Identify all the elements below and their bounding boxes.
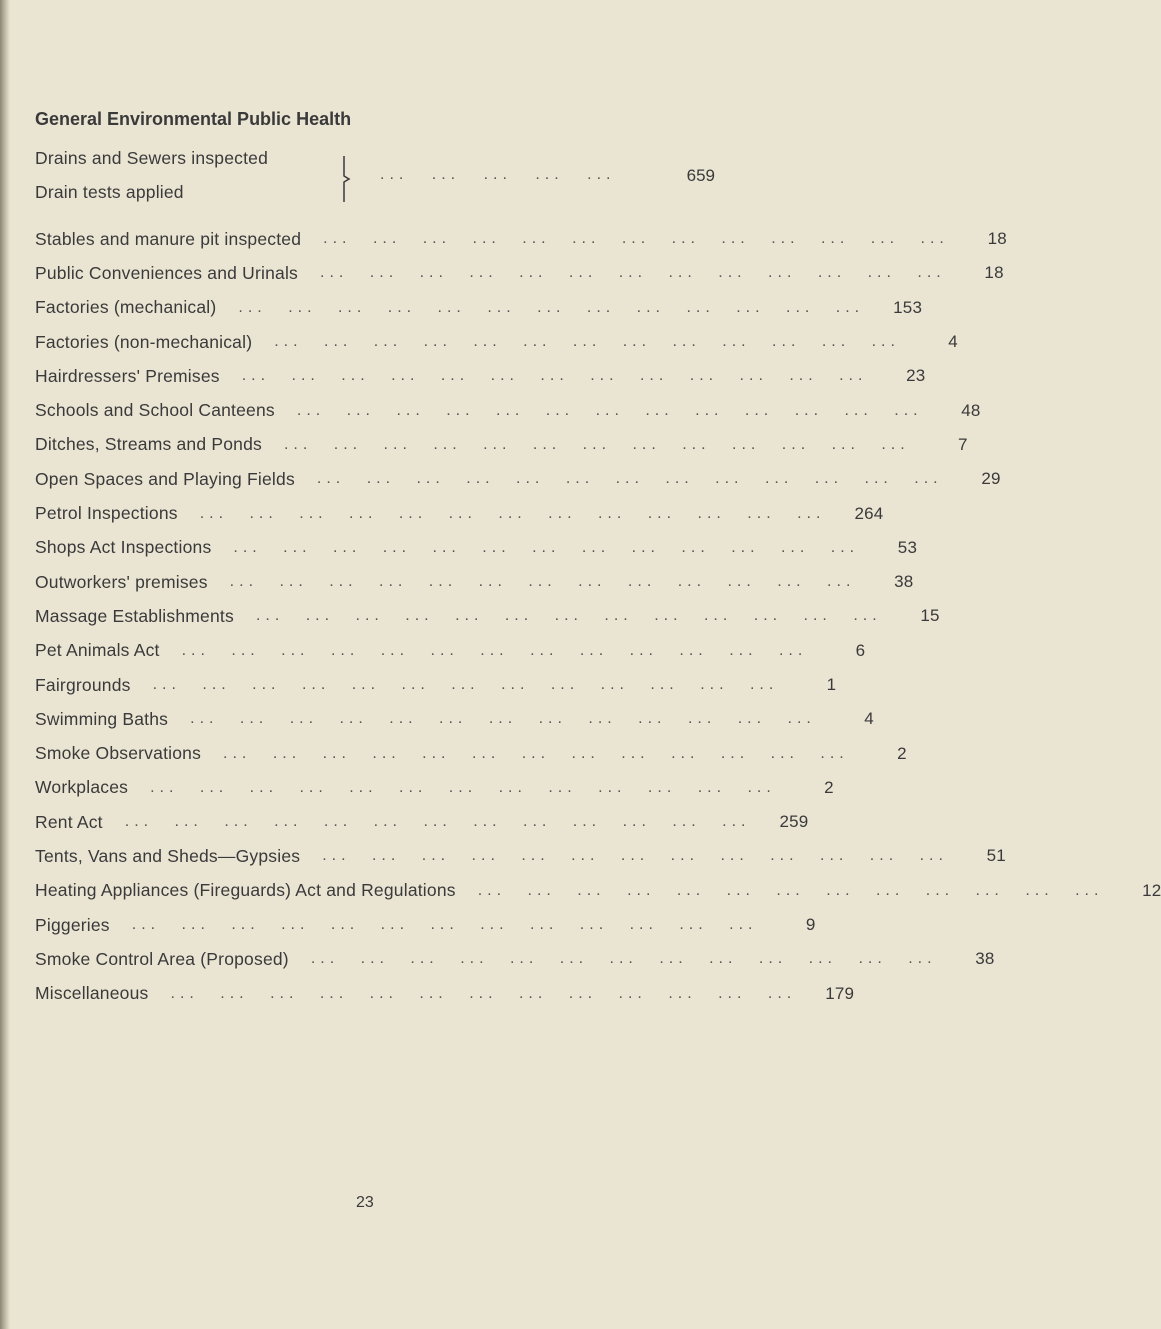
row-label: Fairgrounds (35, 674, 131, 695)
row-value: 23 (906, 366, 926, 386)
row-value: 53 (897, 537, 918, 557)
row-value: 18 (984, 263, 1004, 283)
drains-group (35, 148, 715, 218)
table-row (35, 599, 940, 633)
table-row (35, 942, 995, 976)
table-row (35, 428, 968, 462)
row-leader-dots: ... ... ... ... ... ... ... ... ... ... ... ... ... (229, 573, 856, 591)
table-row (35, 359, 926, 393)
drains-leader: ... ... ... ... ... (380, 166, 616, 183)
inspection-table (35, 222, 1161, 1011)
row-label: Swimming Baths (35, 708, 169, 729)
row-label: Outworkers' premises (35, 571, 208, 592)
row-leader-dots: ... ... ... ... ... ... ... ... ... ... ... ... ... (131, 916, 758, 934)
row-label: Heating Appliances (Fireguards) Act and Regulations (35, 880, 456, 901)
row-label: Smoke Observations (35, 743, 202, 764)
row-leader-dots: ... ... ... ... ... ... ... ... ... ... ... ... ... (124, 813, 751, 831)
page-number: 23 (356, 1194, 374, 1211)
row-value: 15 (920, 606, 940, 626)
row-label: Miscellaneous (35, 983, 149, 1004)
table-row (35, 291, 923, 325)
drain-tests-label: Drain tests applied (35, 182, 184, 202)
row-value: 4 (948, 332, 958, 352)
row-leader-dots: ... ... ... ... ... ... ... ... ... ... ... ... ... (274, 333, 900, 351)
table-row (35, 531, 918, 565)
row-label: Schools and School Canteens (35, 400, 275, 421)
row-value: 259 (779, 812, 809, 832)
row-value: 38 (894, 572, 914, 592)
page-binding-edge (0, 0, 10, 1329)
row-value: 179 (825, 983, 855, 1003)
row-leader-dots: ... ... ... ... ... ... ... ... ... ... ... ... ... (152, 676, 779, 693)
brace-icon (343, 156, 351, 202)
row-label: Ditches, Streams and Ponds (35, 434, 262, 455)
row-leader-dots: ... ... ... ... ... ... ... ... ... ... ... ... ... (199, 504, 826, 522)
row-label: Stables and manure pit inspected (35, 228, 302, 249)
row-value: 12 (1142, 880, 1161, 900)
row-label: Massage Establishments (35, 605, 234, 626)
row-label: Pet Animals Act (35, 640, 160, 661)
row-label: Hairdressers' Premises (35, 365, 220, 386)
row-value: 48 (961, 400, 981, 420)
row-label: Open Spaces and Playing Fields (35, 468, 295, 489)
row-leader-dots: ... ... ... ... ... ... ... ... ... ... ... ... ... (238, 298, 865, 316)
row-label: Factories (mechanical) (35, 297, 217, 318)
table-row (35, 393, 981, 427)
row-leader-dots: ... ... ... ... ... ... ... ... ... ... ... ... ... (255, 607, 882, 625)
table-row (35, 634, 866, 668)
table-row (35, 565, 914, 599)
drains-label: Drains and Sewers inspected (35, 148, 269, 168)
row-label: Petrol Inspections (35, 503, 178, 524)
row-value: 264 (854, 503, 884, 523)
table-row (35, 908, 816, 942)
row-label: Factories (non-mechanical) (35, 331, 253, 352)
table-row (35, 256, 1004, 290)
row-value: 4 (864, 709, 874, 729)
table-row (35, 222, 1007, 256)
row-value: 18 (987, 229, 1007, 249)
row-leader-dots: ... ... ... ... ... ... ... ... ... ... ... ... ... (283, 435, 910, 453)
row-leader-dots: ... ... ... ... ... ... ... ... ... ... ... ... ... (223, 744, 849, 762)
table-row (35, 702, 874, 736)
row-leader-dots: ... ... ... ... ... ... ... ... ... ... ... ... ... (323, 230, 949, 248)
row-leader-dots: ... ... ... ... ... ... ... ... ... ... ... ... ... (190, 710, 816, 728)
row-label: Rent Act (35, 811, 103, 832)
row-leader-dots: ... ... ... ... ... ... ... ... ... ... ... ... ... (310, 950, 937, 968)
row-label: Public Conveniences and Urinals (35, 262, 299, 283)
table-row (35, 325, 958, 359)
table-row (35, 668, 837, 702)
row-leader-dots: ... ... ... ... ... ... ... ... ... ... ... ... ... (320, 264, 946, 282)
row-value: 29 (981, 469, 1001, 489)
row-leader-dots: ... ... ... ... ... ... ... ... ... ... ... ... ... (477, 881, 1104, 899)
row-label: Shops Act Inspections (35, 537, 212, 558)
row-leader-dots: ... ... ... ... ... ... ... ... ... ... ... ... ... (181, 641, 808, 659)
row-label: Workplaces (35, 777, 129, 798)
table-row (35, 736, 907, 770)
row-value: 153 (893, 297, 923, 317)
row-leader-dots: ... ... ... ... ... ... ... ... ... ... ... ... ... (296, 401, 923, 419)
row-leader-dots: ... ... ... ... ... ... ... ... ... ... ... ... ... (170, 984, 797, 1002)
table-row (35, 496, 884, 530)
row-leader-dots: ... ... ... ... ... ... ... ... ... ... ... ... ... (241, 367, 868, 385)
row-value: 2 (897, 743, 907, 763)
row-value: 2 (824, 777, 834, 797)
row-leader-dots: ... ... ... ... ... ... ... ... ... ... ... ... ... (322, 847, 948, 865)
table-row (35, 462, 1001, 496)
row-label: Tents, Vans and Sheds—Gypsies (35, 845, 301, 866)
row-value: 51 (986, 846, 1006, 866)
row-value: 1 (826, 675, 837, 694)
row-value: 9 (805, 915, 816, 935)
table-row (35, 839, 1006, 873)
row-label: Piggeries (35, 914, 110, 935)
table-row (35, 771, 834, 805)
page-title: General Environmental Public Health (35, 109, 352, 129)
row-leader-dots: ... ... ... ... ... ... ... ... ... ... ... ... ... (150, 778, 776, 796)
table-row (35, 805, 809, 839)
row-leader-dots: ... ... ... ... ... ... ... ... ... ... ... ... ... (233, 538, 860, 556)
table-row (35, 874, 1161, 908)
table-row (35, 977, 855, 1011)
row-leader-dots: ... ... ... ... ... ... ... ... ... ... ... ... ... (316, 470, 943, 488)
row-value: 38 (975, 949, 995, 969)
drains-value: 659 (686, 166, 715, 185)
row-value: 7 (958, 434, 968, 454)
row-value: 6 (855, 640, 866, 660)
row-label: Smoke Control Area (Proposed) (35, 948, 289, 969)
